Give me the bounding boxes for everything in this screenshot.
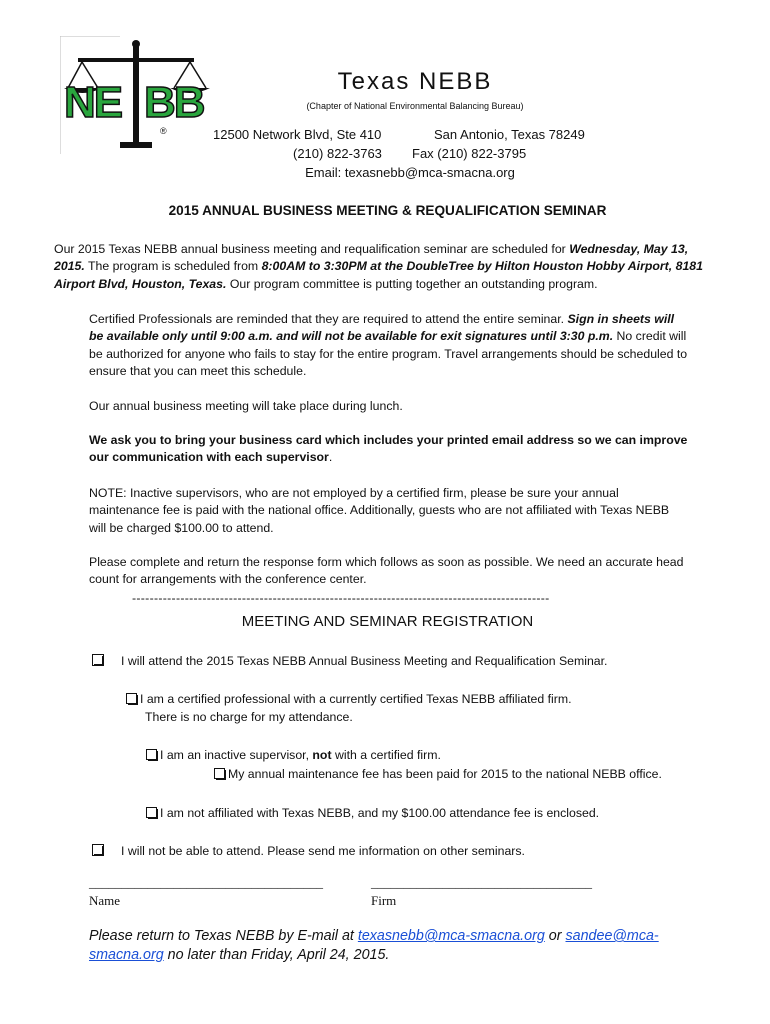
contact-email: Email: texasnebb@mca-smacna.org — [305, 165, 515, 180]
email-link-sandee[interactable]: sandee@mca-smacna.org — [89, 928, 659, 963]
org-subtitle: (Chapter of National Environmental Balancing Bureau) — [306, 101, 524, 111]
option-attend[interactable]: I will attend the 2015 Texas NEBB Annual Business Meeting and Requalification Seminar. — [92, 653, 607, 670]
registration-title: MEETING AND SEMINAR REGISTRATION — [241, 613, 534, 630]
lunch-paragraph: Our annual business meeting will take place during lunch. — [89, 399, 403, 413]
certified-paragraph: Certified Professionals are reminded that they are required to attend the entire seminar. Sign in sheets will be available only until 9:00 a.m. and will not be available for exit signatures until 3:30 p.m. No credit will be authorized for anyone who fails to stay for the entire program. Travel arrangements should be scheduled to ensure that you can meet this schedule. — [89, 312, 688, 379]
page-title: 2015 ANNUAL BUSINESS MEETING & REQUALIFICATION SEMINAR — [168, 203, 607, 218]
attend-checkbox[interactable] — [92, 654, 104, 666]
option-fee-paid[interactable]: My annual maintenance fee has been paid for 2015 to the national NEBB office. — [214, 766, 662, 783]
meeting-date: Wednesday, May 13, 2015. — [54, 242, 689, 274]
fee-paid-checkbox[interactable] — [214, 768, 225, 779]
return-instructions: Please return to Texas NEBB by E-mail at texasnebb@mca-smacna.org or sandee@mca-smacna.org no later than Friday, April 24, 2015. — [89, 928, 659, 963]
firm-label: Firm — [371, 893, 397, 908]
separator-line: ----------------------------------------------------------------------------------------------- — [132, 591, 550, 605]
phone-number: (210) 822-3763 — [293, 146, 382, 161]
meeting-time-place: 8:00AM to 3:30PM at the DoubleTree by Hilton Houston Hobby Airport, 8181 Airport Blvd, Houston, Texas. — [54, 259, 703, 291]
note-paragraph: NOTE: Inactive supervisors, who are not employed by a certified firm, please be sure your annual maintenance fee is paid with the national office. Additionally, guests who are not affiliated with Texas NEBB will be charged $100.00 to attend. — [89, 486, 670, 535]
intro-paragraph: Our 2015 Texas NEBB annual business meeting and requalification seminar are scheduled for Wednesday, May 13, 2015. The program is scheduled from 8:00AM to 3:30PM at the DoubleTree by Hilton Houston Hobby Airport, 8181 Airport Blvd, Houston, Texas. Our program committee is putting together an outstanding program. — [54, 242, 703, 291]
registered-mark: ® — [160, 126, 167, 136]
certified-note: There is no charge for my attendance. — [145, 710, 353, 724]
option-inactive[interactable]: I am an inactive supervisor, not with a certified firm. — [146, 747, 441, 764]
option-not-affiliated[interactable]: I am not affiliated with Texas NEBB, and my $100.00 attendance fee is enclosed. — [146, 805, 599, 822]
email-link-texasnebb[interactable]: texasnebb@mca-smacna.org — [357, 928, 545, 944]
city-line: San Antonio, Texas 78249 — [434, 127, 585, 142]
business-card-paragraph: We ask you to bring your business card which includes your printed email address so we can improve our communication with each supervisor. — [89, 433, 688, 465]
option-certified[interactable]: I am a certified professional with a currently certified Texas NEBB affiliated firm. — [126, 691, 571, 708]
address-line: 12500 Network Blvd, Ste 410 — [213, 127, 382, 142]
org-title: Texas NEBB — [337, 68, 493, 95]
nebb-logo — [60, 36, 212, 154]
option-not-attend[interactable]: I will not be able to attend. Please send me information on other seminars. — [92, 843, 525, 860]
name-line[interactable]: ____________________________________ — [89, 875, 323, 890]
firm-line[interactable]: __________________________________ — [371, 875, 592, 890]
name-label: Name — [89, 893, 121, 908]
sign-in-notice: Sign in sheets will be available only until 9:00 a.m. and will not be available for exit signatures until 3:30 p.m. — [89, 312, 675, 344]
fax-number: Fax (210) 822-3795 — [412, 146, 527, 161]
inactive-checkbox[interactable] — [146, 749, 157, 760]
not-attend-checkbox[interactable] — [92, 844, 104, 856]
logo-text-right: BB — [144, 78, 204, 127]
logo-text-left: NE — [64, 78, 122, 127]
response-paragraph: Please complete and return the response form which follows as soon as possible. We need an accurate head count for arrangements with the conference center. — [89, 555, 684, 587]
certified-checkbox[interactable] — [126, 693, 137, 704]
not-affiliated-checkbox[interactable] — [146, 807, 157, 818]
